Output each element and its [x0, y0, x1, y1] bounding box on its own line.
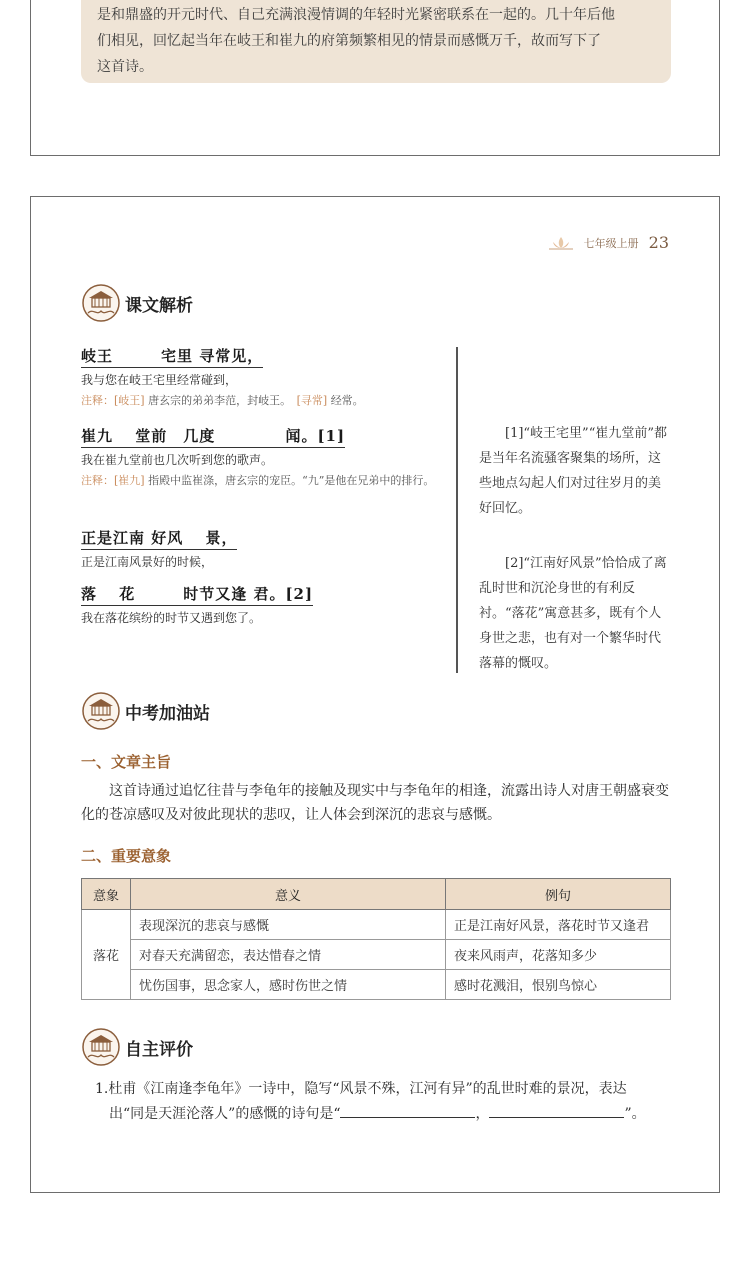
note-term: [崔九]	[114, 474, 145, 487]
note-term: [寻常]	[296, 394, 328, 407]
question-end: ”。	[624, 1106, 646, 1122]
section-title-text: 自主评价	[125, 1039, 193, 1060]
lotus-icon	[548, 235, 574, 251]
intro-line-1: 是和鼎盛的开元时代、自己充满浪漫情调的年轻时光紧密联系在一起的。几十年后他	[97, 7, 615, 23]
note-label: 注释：	[81, 394, 114, 407]
verse-line: 正是江南 好风 景，	[81, 527, 237, 550]
pavilion-icon	[81, 283, 121, 323]
section-title-analysis	[81, 283, 193, 323]
verse-translation: 正是江南风景好的时候，	[81, 555, 214, 569]
section-title-self	[81, 1027, 193, 1067]
theme-heading: 一、文章主旨	[81, 753, 172, 771]
verse-block-3	[81, 527, 446, 570]
grade-label: 七年级上册	[583, 236, 639, 250]
note-text: 唐玄宗的弟弟李范，封岐王。	[148, 394, 286, 407]
verse-note	[81, 472, 446, 490]
question-line-2	[109, 1102, 679, 1127]
verse-translation: 我在落花缤纷的时节又遇到您了。	[81, 611, 262, 625]
section-title-exam	[81, 691, 210, 731]
question-text-b: 出“同是天涯沦落人”的感慨的诗句是“	[109, 1106, 341, 1122]
table-category: 落花	[82, 910, 131, 1000]
previous-page	[30, 0, 720, 156]
answer-blank-2[interactable]	[489, 1103, 624, 1118]
question-1	[95, 1077, 679, 1127]
question-line-1	[95, 1077, 679, 1102]
table-header: 意义	[131, 879, 446, 910]
table-cell-example: 感时花溅泪，恨别鸟惊心	[446, 970, 671, 1000]
table-header: 例句	[446, 879, 671, 910]
verse-block-4	[81, 583, 446, 626]
table-cell-meaning: 忧伤国事，思念家人，感时伤世之情	[131, 970, 446, 1000]
intro-line-2: 们相见，回忆起当年在岐王和崔九的府第频繁相见的情景而感慨万千，故而写下了	[97, 33, 601, 49]
section-title-text: 中考加油站	[125, 703, 210, 724]
verse-note	[81, 392, 446, 410]
question-number: 1.	[95, 1081, 109, 1097]
column-divider	[456, 347, 458, 673]
question-sep: ，	[475, 1106, 490, 1122]
images-heading: 二、重要意象	[81, 847, 172, 865]
theme-paragraph: 这首诗通过追忆往昔与李龟年的接触及现实中与李龟年的相逢，流露出诗人对唐王朝盛衰变化的苍凉感叹及对彼此现状的悲叹，让人体会到深沉的悲哀与感慨。	[81, 783, 669, 823]
verse-block-1	[81, 345, 446, 410]
table-cell-meaning: 表现深沉的悲哀与感慨	[131, 910, 446, 940]
pavilion-icon	[81, 1027, 121, 1067]
note-text: 经常。	[330, 394, 364, 407]
side-note-2: [2]“江南好风景”恰恰成了离乱时世和沉沦身世的有利反衬。“落花”寓意甚多，既有个人身世之悲，也有对一个繁华时代落幕的慨叹。	[479, 556, 667, 671]
note-text: 指殿中监崔涤，唐玄宗的宠臣。“九”是他在兄弟中的排行。	[148, 474, 435, 487]
intro-box	[81, 0, 671, 83]
verse-block-2	[81, 425, 446, 490]
note-label: 注释：	[81, 474, 114, 487]
verse-translation: 我与您在岐王宅里经常碰到，	[81, 373, 238, 387]
textbook-page	[30, 196, 720, 1193]
table-row	[82, 910, 671, 940]
verse-line: 落 花 时节又逢 君。[2]	[81, 583, 313, 606]
answer-blank-1[interactable]	[340, 1103, 475, 1118]
verse-line: 岐王 宅里 寻常见，	[81, 345, 263, 368]
table-cell-example: 夜来风雨声，花落知多少	[446, 940, 671, 970]
table-cell-example: 正是江南好风景，落花时节又逢君	[446, 910, 671, 940]
table-row	[82, 970, 671, 1000]
table-row	[82, 940, 671, 970]
note-term: [岐王]	[114, 394, 145, 407]
verse-translation: 我在崔九堂前也几次听到您的歌声。	[81, 453, 274, 467]
imagery-table	[81, 878, 671, 1000]
section-title-text: 课文解析	[125, 295, 193, 316]
page-number: 23	[648, 233, 669, 252]
running-header	[548, 233, 669, 252]
pavilion-icon	[81, 691, 121, 731]
table-header: 意象	[82, 879, 131, 910]
table-cell-meaning: 对春天充满留恋，表达惜春之情	[131, 940, 446, 970]
intro-line-3: 这首诗。	[97, 59, 153, 75]
side-note-1: [1]“岐王宅里”“崔九堂前”都是当年名流骚客聚集的场所，这些地点勾起人们对过往岁月的美好回忆。	[479, 426, 667, 516]
verse-line: 崔九 堂前 几度 闻。[1]	[81, 425, 345, 448]
table-header-row	[82, 879, 671, 910]
question-text-a: 杜甫《江南逢李龟年》一诗中，隐写“风景不殊，江河有异”的乱世时难的景况，表达	[108, 1081, 627, 1097]
